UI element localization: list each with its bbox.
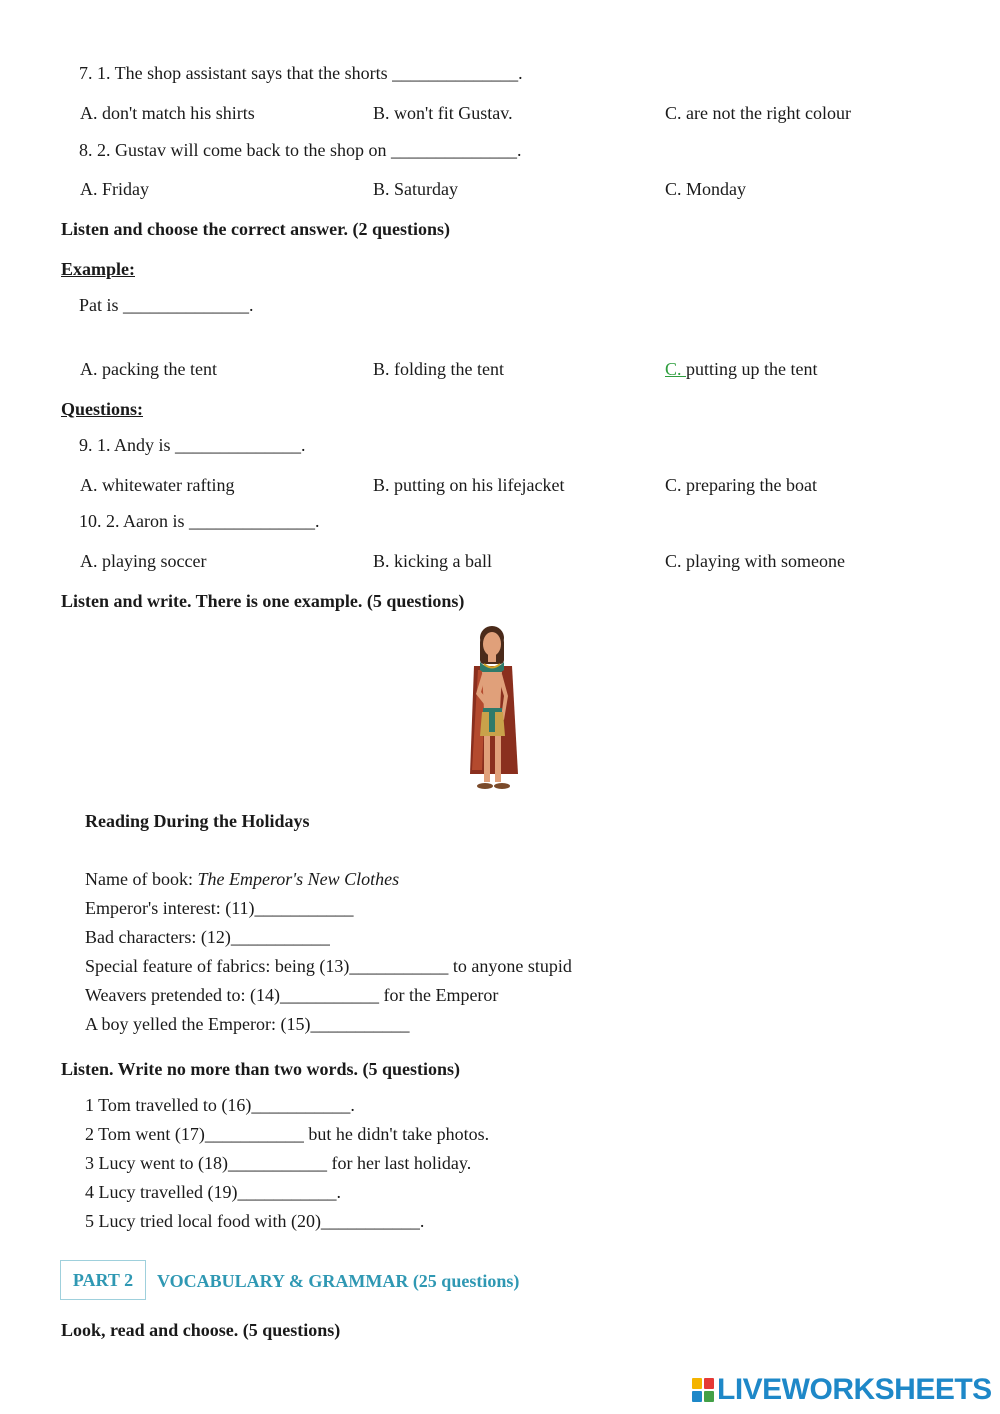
q10-option-a[interactable]: A. playing soccer	[80, 551, 207, 571]
q10-option-b[interactable]: B. kicking a ball	[373, 551, 492, 571]
two-words-line-16[interactable]: 1 Tom travelled to (16)___________.	[85, 1095, 355, 1115]
example-answer-text: putting up the tent	[686, 359, 818, 379]
q10-option-c[interactable]: C. playing with someone	[665, 551, 845, 571]
emperor-illustration	[456, 624, 528, 796]
q9-option-a[interactable]: A. whitewater rafting	[80, 475, 235, 495]
question-10: 10. 2. Aaron is ______________.	[79, 511, 320, 531]
listen-write-line-12[interactable]: Bad characters: (12)___________	[85, 927, 330, 947]
two-words-line-20[interactable]: 5 Lucy tried local food with (20)___________.	[85, 1211, 425, 1231]
questions-label: Questions:	[61, 399, 144, 419]
section-heading-listen-write: Listen and write. There is one example. (5 questions)	[61, 591, 465, 611]
listen-write-line-14[interactable]: Weavers pretended to: (14)___________ for the Emperor	[85, 985, 499, 1005]
example-option-a: A. packing the tent	[80, 359, 217, 379]
example-answer-letter: C.	[665, 359, 687, 379]
two-words-line-19[interactable]: 4 Lucy travelled (19)___________.	[85, 1182, 341, 1202]
q7-option-a[interactable]: A. don't match his shirts	[80, 103, 255, 123]
head-shape	[483, 632, 501, 656]
q8-option-a[interactable]: A. Friday	[80, 179, 149, 199]
section-heading-look-read: Look, read and choose. (5 questions)	[61, 1320, 341, 1340]
q9-option-c[interactable]: C. preparing the boat	[665, 475, 817, 495]
part-2-badge: PART 2	[60, 1260, 146, 1300]
listen-write-line-11[interactable]: Emperor's interest: (11)___________	[85, 898, 354, 918]
question-9: 9. 1. Andy is ______________.	[79, 435, 306, 455]
question-8: 8. 2. Gustav will come back to the shop on ______________.	[79, 140, 522, 160]
two-words-line-17[interactable]: 2 Tom went (17)___________ but he didn't take photos.	[85, 1124, 490, 1144]
q9-option-b[interactable]: B. putting on his lifejacket	[373, 475, 565, 495]
listen-write-line-13[interactable]: Special feature of fabrics: being (13)___________ to anyone stupid	[85, 956, 572, 976]
example-option-c	[665, 360, 818, 378]
section-heading-two-words: Listen. Write no more than two words. (5 questions)	[61, 1059, 461, 1079]
logo-grid-icon	[692, 1378, 714, 1402]
q8-option-b[interactable]: B. Saturday	[373, 179, 458, 199]
right-leg	[495, 736, 501, 782]
listen-write-line-15[interactable]: A boy yelled the Emperor: (15)___________	[85, 1014, 410, 1034]
liveworksheets-logo	[692, 1375, 992, 1405]
book-label: Name of book:	[85, 869, 198, 889]
q8-option-c[interactable]: C. Monday	[665, 179, 746, 199]
torso-shape	[482, 672, 502, 710]
q7-option-c[interactable]: C. are not the right colour	[665, 103, 851, 123]
example-question: Pat is ______________.	[79, 295, 254, 315]
q7-option-b[interactable]: B. won't fit Gustav.	[373, 103, 513, 123]
logo-text: LIVEWORKSHEETS	[717, 1373, 992, 1406]
example-option-b: B. folding the tent	[373, 359, 504, 379]
part-2-title: VOCABULARY & GRAMMAR (25 questions)	[157, 1271, 520, 1291]
example-label: Example:	[61, 259, 135, 279]
book-line	[85, 870, 399, 888]
reading-title: Reading During the Holidays	[85, 811, 310, 831]
left-leg	[484, 736, 490, 782]
question-7: 7. 1. The shop assistant says that the shorts ______________.	[79, 63, 523, 83]
section-heading-listen-choose: Listen and choose the correct answer. (2 questions)	[61, 219, 450, 239]
two-words-line-18[interactable]: 3 Lucy went to (18)___________ for her last holiday.	[85, 1153, 472, 1173]
book-title: The Emperor's New Clothes	[197, 869, 400, 889]
